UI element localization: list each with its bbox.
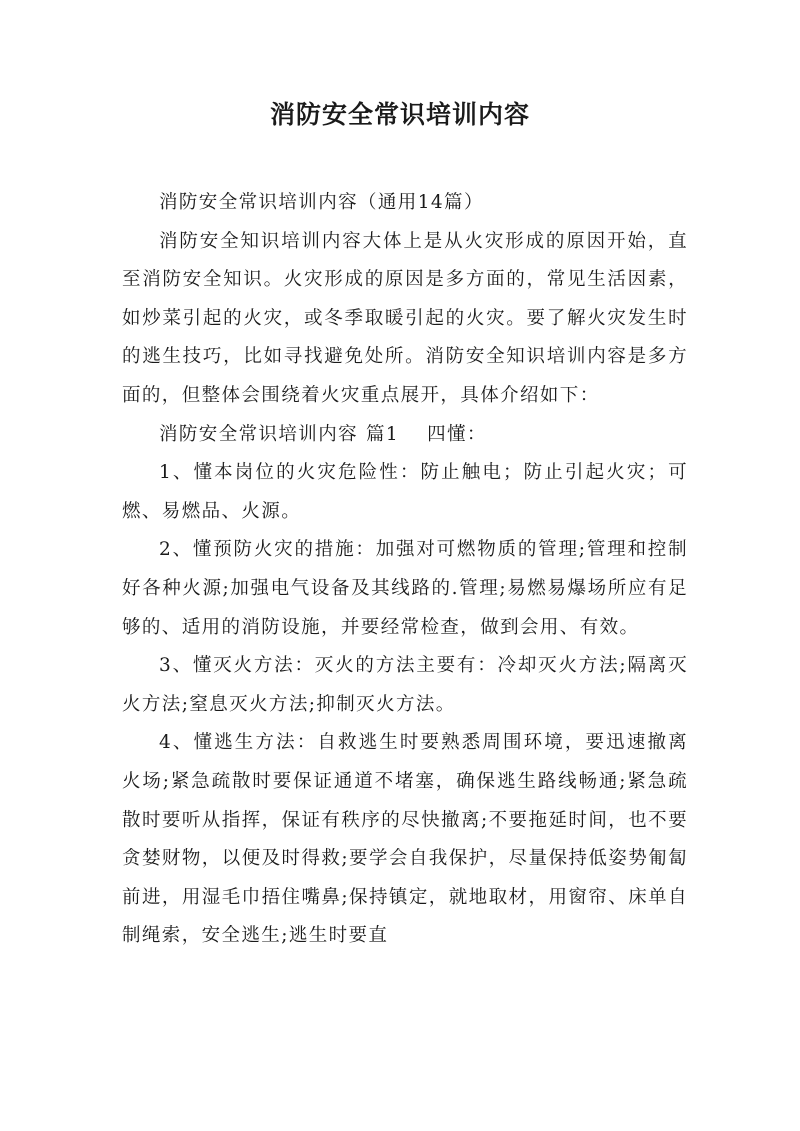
intro-paragraph: 消防安全知识培训内容大体上是从火灾形成的原因开始，直至消防安全知识。火灾形成的原因是多方面的，常见生活因素，如炒菜引起的火灾，或冬季取暖引起的火灾。要了解火灾发生时的逃生技巧，比如寻找避免处所。消防安全知识培训内容是多方面的，但整体会围绕着火灾重点展开，具体介绍如下： xyxy=(122,230,688,406)
section-heading-line xyxy=(122,416,688,455)
section-heading: 消防安全常识培训内容 xyxy=(159,423,359,445)
section-lead: 四懂： xyxy=(427,423,487,445)
list-item: 4、懂逃生方法：自救逃生时要熟悉周围环境，要迅速撤离火场;紧急疏散时要保证通道不堵塞，确保逃生路线畅通;紧急疏散时要听从指挥，保证有秩序的尽快撤离;不要拖延时间，也不要贪婪财物，以便及时得救;要学会自我保护，尽量保持低姿势匍匐前进，用湿毛巾捂住嘴鼻;保持镇定，就地取材，用窗帘、床单自制绳索，安全逃生;逃生时要直 xyxy=(122,732,688,947)
document-title: 消防安全常识培训内容 xyxy=(269,100,530,129)
list-item: 1、懂本岗位的火灾危险性：防止触电；防止引起火灾；可燃、易燃品、火源。 xyxy=(122,462,688,522)
list-item: 3、懂灭火方法：灭火的方法主要有：冷却灭火方法;隔离灭火方法;窒息灭火方法;抑制灭火方法。 xyxy=(122,655,688,715)
document-body xyxy=(122,184,688,956)
document-subtitle: 消防安全常识培训内容（通用14篇） xyxy=(159,192,484,213)
section-number: 篇1 xyxy=(366,423,400,445)
list-item: 2、懂预防火灾的措施：加强对可燃物质的管理;管理和控制好各种火源;加强电气设备及其线路的.管理;易燃易爆场所应有足够的、适用的消防设施，并要经常检查，做到会用、有效。 xyxy=(122,539,688,638)
